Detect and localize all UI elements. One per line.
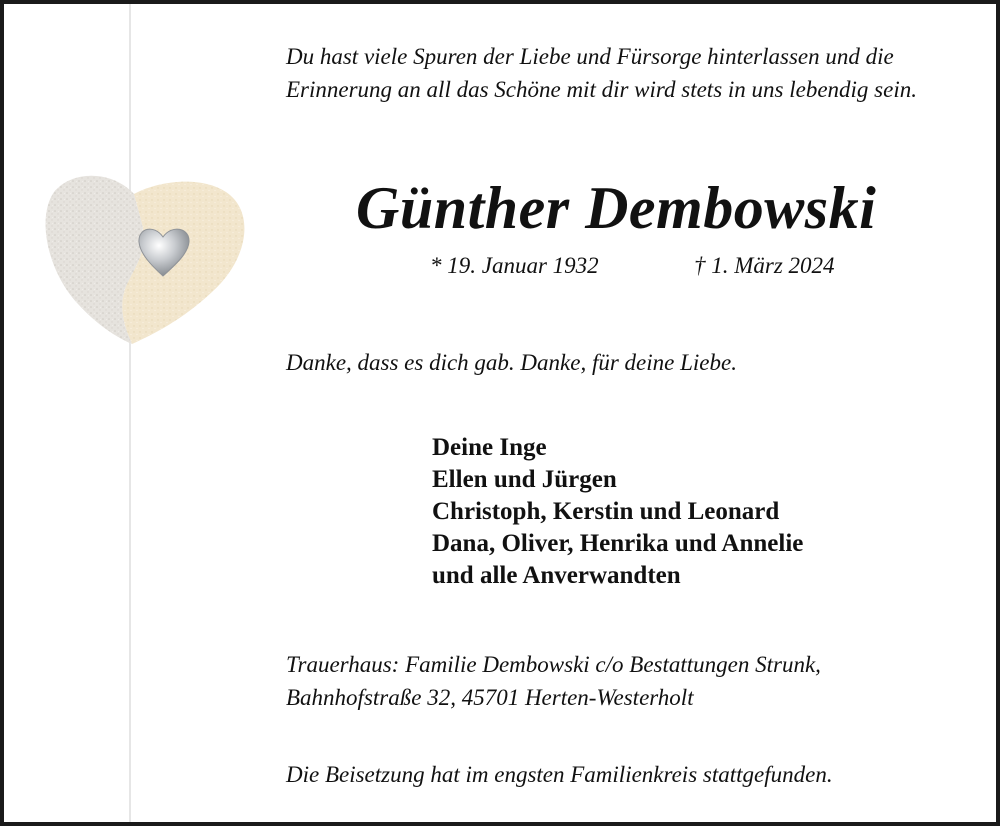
mourner: Ellen und Jürgen — [432, 466, 617, 493]
quote — [286, 40, 917, 106]
mourner: Christoph, Kerstin und Leonard — [432, 498, 780, 525]
address-line-1: Trauerhaus: Familie Dembowski c/o Bestattungen Strunk, — [286, 652, 821, 677]
death-date: † 1. März 2024 — [694, 253, 835, 278]
quote-line-1: Du hast viele Spuren der Liebe und Fürsorge hinterlassen und die — [286, 44, 894, 69]
thanks-line: Danke, dass es dich gab. Danke, für deine Liebe. — [286, 350, 737, 375]
heart-right-half — [122, 182, 244, 344]
mourner: und alle Anverwandten — [432, 562, 681, 589]
mourning-house-address — [286, 648, 821, 714]
mourners-list — [432, 432, 803, 592]
burial-note: Die Beisetzung hat im engsten Familienkreis stattgefunden. — [286, 762, 833, 787]
deceased-name: Günther Dembowski — [356, 175, 877, 241]
heart-icon — [42, 162, 252, 352]
mourner: Dana, Oliver, Henrika und Annelie — [432, 530, 804, 557]
mourner: Deine Inge — [432, 434, 547, 461]
address-line-2: Bahnhofstraße 32, 45701 Herten-Westerholt — [286, 685, 694, 710]
vertical-divider-line — [129, 4, 131, 826]
birth-date: * 19. Januar 1932 — [430, 253, 599, 278]
quote-line-2: Erinnerung an all das Schöne mit dir wird stets in uns lebendig sein. — [286, 77, 917, 102]
